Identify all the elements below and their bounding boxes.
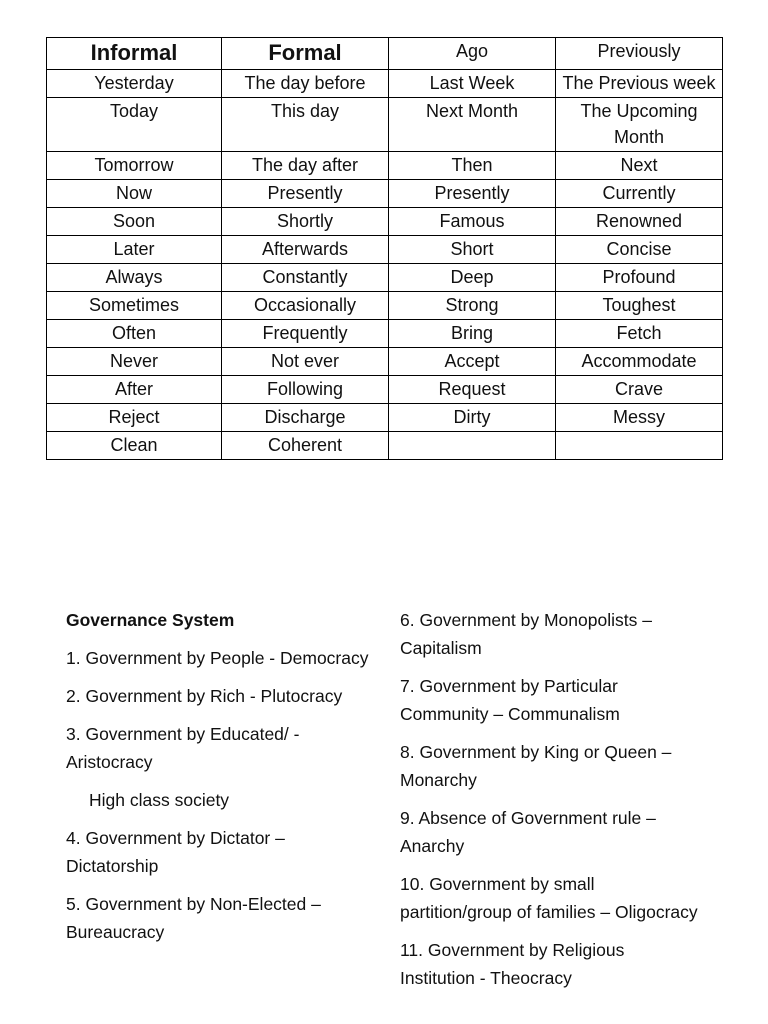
- governance-item: 10. Government by small partition/group of families – Oligocracy: [400, 874, 698, 922]
- table-cell: After: [47, 376, 222, 404]
- table-cell: Dirty: [389, 404, 556, 432]
- governance-item: 7. Government by Particular Community – Communalism: [400, 676, 620, 724]
- table-cell: Presently: [222, 180, 389, 208]
- table-cell: The day after: [222, 152, 389, 180]
- governance-item: 4. Government by Dictator – Dictatorship: [66, 828, 285, 876]
- table-cell: Famous: [389, 208, 556, 236]
- governance-item: 6. Government by Monopolists – Capitalism: [400, 610, 652, 658]
- governance-title: Governance System: [66, 610, 235, 630]
- table-row: [47, 320, 723, 348]
- table-cell: Soon: [47, 208, 222, 236]
- table-cell: Reject: [47, 404, 222, 432]
- table-cell: Constantly: [222, 264, 389, 292]
- table-cell: Now: [47, 180, 222, 208]
- table-cell: Toughest: [556, 292, 723, 320]
- table-cell: Strong: [389, 292, 556, 320]
- table-cell: The day before: [222, 70, 389, 98]
- table-cell: Next: [556, 152, 723, 180]
- table-cell: Never: [47, 348, 222, 376]
- table-header-row: [47, 38, 723, 70]
- table-cell: Next Month: [389, 98, 556, 152]
- table-row: [47, 98, 723, 152]
- governance-right-column: [400, 606, 700, 1002]
- header-formal: Formal: [222, 38, 389, 70]
- table-cell: Fetch: [556, 320, 723, 348]
- table-cell: Tomorrow: [47, 152, 222, 180]
- table-cell: Renowned: [556, 208, 723, 236]
- table-row: [47, 208, 723, 236]
- table-cell: Accept: [389, 348, 556, 376]
- table-cell: Then: [389, 152, 556, 180]
- table-row: [47, 404, 723, 432]
- table-cell: Accommodate: [556, 348, 723, 376]
- table-row: [47, 432, 723, 460]
- governance-left-column: [66, 606, 376, 956]
- table-cell: Currently: [556, 180, 723, 208]
- table-cell: Request: [389, 376, 556, 404]
- governance-item: 3. Government by Educated/ - Aristocracy: [66, 724, 300, 772]
- table-cell: Often: [47, 320, 222, 348]
- table-cell: Messy: [556, 404, 723, 432]
- table-cell: Always: [47, 264, 222, 292]
- table-row: [47, 180, 723, 208]
- table-row: [47, 376, 723, 404]
- table-cell: Profound: [556, 264, 723, 292]
- table-cell: This day: [222, 98, 389, 152]
- header-informal: Informal: [47, 38, 222, 70]
- table-cell: Deep: [389, 264, 556, 292]
- table-cell: Last Week: [389, 70, 556, 98]
- governance-item: 9. Absence of Government rule – Anarchy: [400, 808, 656, 856]
- table-cell: Later: [47, 236, 222, 264]
- table-cell: The Previous week: [556, 70, 723, 98]
- table-cell: The Upcoming Month: [556, 98, 723, 152]
- governance-item: 2. Government by Rich - Plutocracy: [66, 686, 343, 706]
- table-cell: Shortly: [222, 208, 389, 236]
- vocabulary-table: [46, 37, 723, 460]
- table-cell: Concise: [556, 236, 723, 264]
- table-cell: Coherent: [222, 432, 389, 460]
- table-row: [47, 348, 723, 376]
- table-cell: Crave: [556, 376, 723, 404]
- table-cell: Following: [222, 376, 389, 404]
- table-cell: Short: [389, 236, 556, 264]
- table-cell: Presently: [389, 180, 556, 208]
- table-cell: Bring: [389, 320, 556, 348]
- table-row: [47, 264, 723, 292]
- table-row: [47, 236, 723, 264]
- table-row: [47, 70, 723, 98]
- table-cell: Sometimes: [47, 292, 222, 320]
- governance-item: 5. Government by Non-Elected – Bureaucracy: [66, 894, 321, 942]
- table-cell: Afterwards: [222, 236, 389, 264]
- table-cell: Today: [47, 98, 222, 152]
- governance-item: 1. Government by People - Democracy: [66, 648, 369, 668]
- table-cell: Discharge: [222, 404, 389, 432]
- table-cell: Not ever: [222, 348, 389, 376]
- table-row: [47, 152, 723, 180]
- table-cell: Clean: [47, 432, 222, 460]
- governance-item: 11. Government by Religious Institution - Theocracy: [400, 940, 625, 988]
- table-row: [47, 292, 723, 320]
- governance-item: 8. Government by King or Queen – Monarchy: [400, 742, 672, 790]
- table-cell: Occasionally: [222, 292, 389, 320]
- header-ago: Ago: [389, 38, 556, 70]
- header-previously: Previously: [556, 38, 723, 70]
- table-cell: Frequently: [222, 320, 389, 348]
- governance-item-note: High class society: [89, 790, 230, 810]
- table-cell: [389, 432, 556, 460]
- table-cell: Yesterday: [47, 70, 222, 98]
- table-cell: [556, 432, 723, 460]
